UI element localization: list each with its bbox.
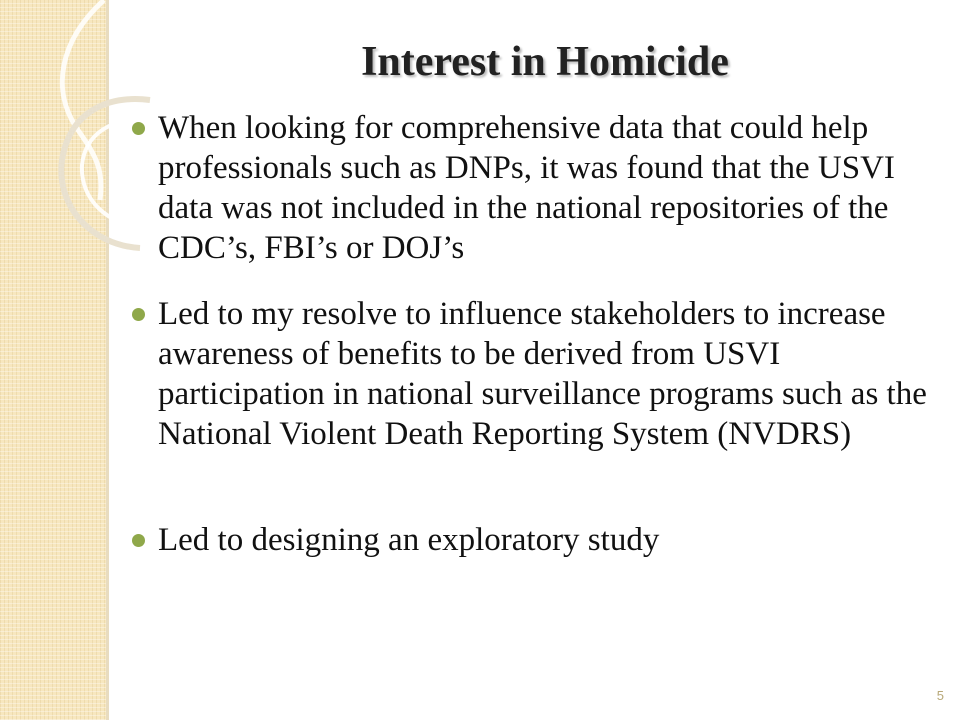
bullet-item bbox=[130, 520, 930, 560]
bullet-list bbox=[130, 108, 930, 560]
bullet-text: Led to designing an exploratory study bbox=[158, 522, 660, 558]
bullet-dot-icon bbox=[132, 122, 145, 135]
bullet-item bbox=[130, 108, 930, 268]
slide-title: Interest in Homicide bbox=[361, 39, 729, 85]
bullet-dot-icon bbox=[132, 308, 145, 321]
bullet-item bbox=[130, 294, 930, 454]
page-number: 5 bbox=[936, 688, 944, 703]
bullet-text: Led to my resolve to influence stakeholders to increase awareness of benefits to be derived from USVI participation in national surveillance programs such as the National Violent Death Reporting System (NVDRS) bbox=[158, 296, 927, 452]
bullet-dot-icon bbox=[132, 534, 145, 547]
bullet-text: When looking for comprehensive data that could help professionals such as DNPs, it was found that the USVI data was not included in the national repositories of the CDC’s, FBI’s or DOJ’s bbox=[158, 110, 895, 266]
